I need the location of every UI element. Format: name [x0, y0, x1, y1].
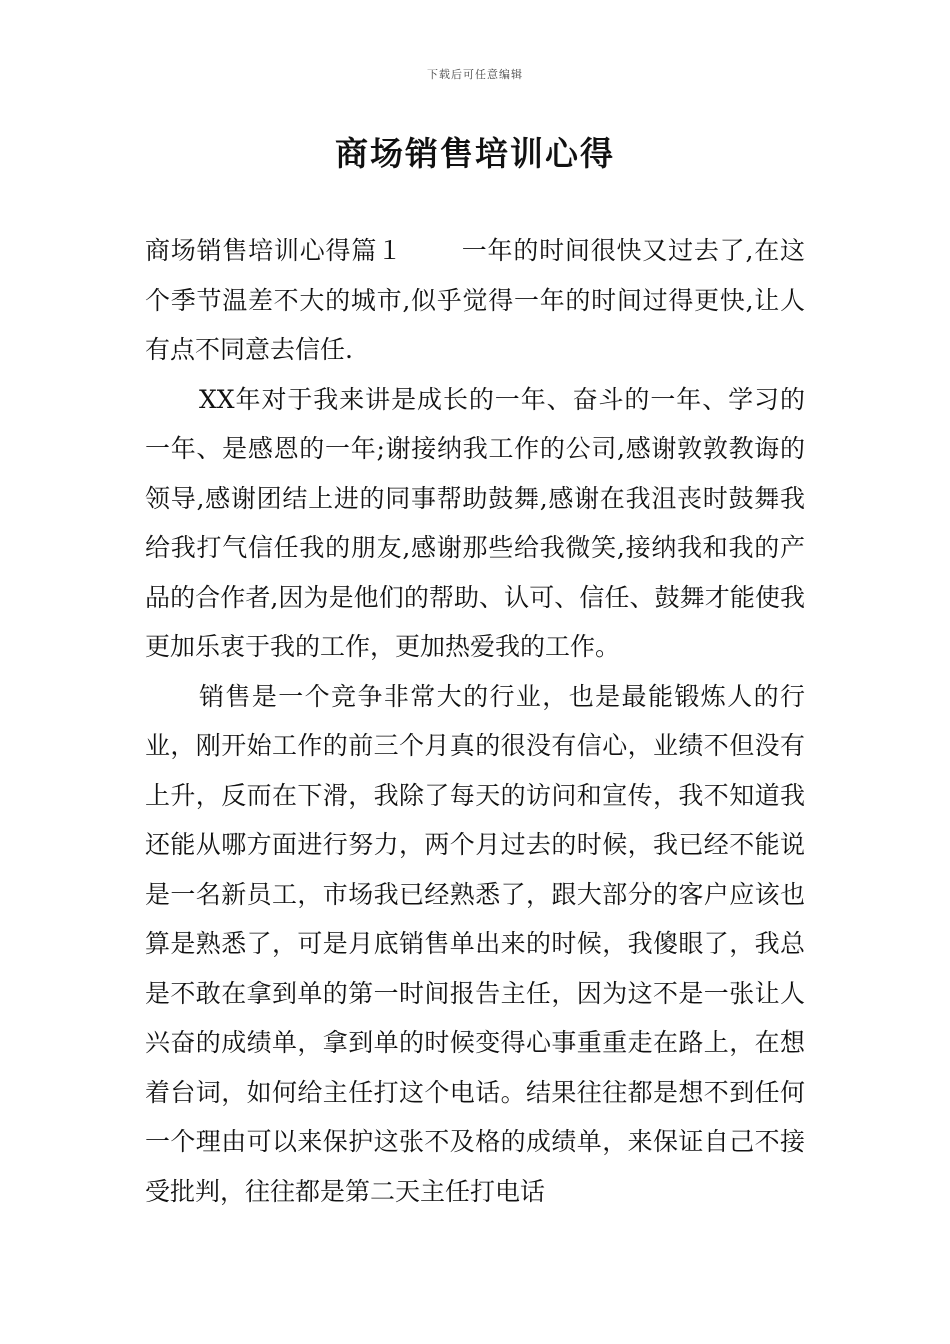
paragraph-1	[145, 226, 805, 375]
section-label: 商场销售培训心得篇１	[145, 236, 403, 265]
paragraph-1-text: 一年的时间很快又过去了,在这个季节温差不大的城市,似乎觉得一年的时间过得更快,让人有点不同意去信任.	[145, 236, 805, 364]
document-body	[145, 226, 805, 1216]
paragraph-2: XX年对于我来讲是成长的一年、奋斗的一年、学习的一年、是感恩的一年;谢接纳我工作的公司,感谢敦敦教诲的领导,感谢团结上进的同事帮助鼓舞,感谢在我沮丧时鼓舞我给我打气信任我的朋友,感谢那些给我微笑,接纳我和我的产品的合作者,因为是他们的帮助、认可、信任、鼓舞才能使我更加乐衷于我的工作，更加热爱我的工作。	[145, 384, 805, 661]
paragraph-3: 销售是一个竞争非常大的行业，也是最能锻炼人的行业，刚开始工作的前三个月真的很没有信心，业绩不但没有上升，反而在下滑，我除了每天的访问和宣传，我不知道我还能从哪方面进行努力，两个月过去的时候，我已经不能说是一名新员工，市场我已经熟悉了，跟大部分的客户应该也算是熟悉了，可是月底销售单出来的时候，我傻眼了，我总是不敢在拿到单的第一时间报告主任，因为这不是一张让人兴奋的成绩单，拿到单的时候变得心事重重走在路上，在想着台词，如何给主任打这个电话。结果往往都是想不到任何一个理由可以来保护这张不及格的成绩单，来保证自己不接受批判，往往都是第二天主任打电话	[145, 681, 805, 1206]
header-note: 下载后可任意编辑	[427, 68, 523, 81]
document-title: 商场销售培训心得	[335, 134, 615, 173]
